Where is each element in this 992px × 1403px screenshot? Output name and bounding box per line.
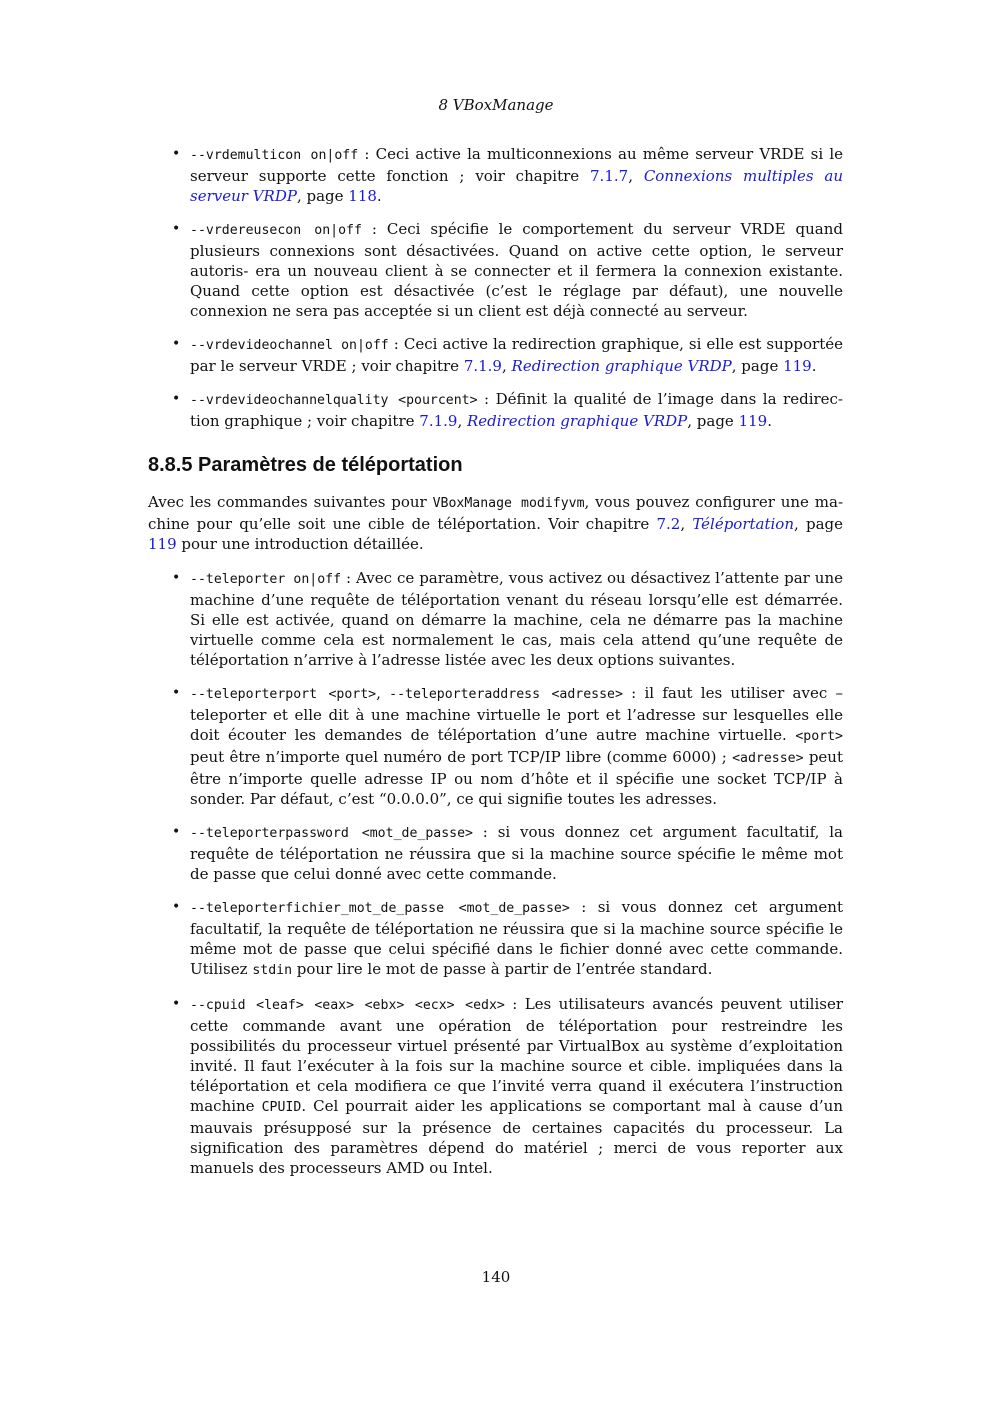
inline-code: stdin <box>252 963 293 978</box>
list-item <box>148 897 843 981</box>
cross-reference-link[interactable]: 119 <box>148 535 177 553</box>
text-run: , <box>628 167 644 185</box>
text-run: , <box>457 412 467 430</box>
cross-reference-link[interactable]: 119 <box>738 412 768 430</box>
bullet-icon: • <box>172 824 181 840</box>
bullet-icon: • <box>172 221 181 237</box>
text-run: , page <box>687 412 739 430</box>
inline-code: --vrdevideochannelquality <pourcent> <box>190 393 478 408</box>
text-run: : si vous donnez cet argument facultatif, la requête de téléportation ne réussira que si la machine source spécifie le même mot de passe que celui donné avec cette commande. <box>190 823 844 883</box>
teleport-options-list <box>148 568 843 1178</box>
running-head: 8 VBoxManage <box>438 96 554 114</box>
inline-code: VBoxManage modifyvm <box>432 496 585 511</box>
text-run: : Avec ce paramètre, vous activez ou désactivez l’attente par une machine d’une requête de téléportation venant du réseau lorsqu’elle est démarrée. Si elle est activée, quand on démarre la machine, cela ne démarre pas la machine virtuelle comme cela est normalement le cas, mais cela attend qu’une requête de téléportation n’arrive à l’adresse listée avec les deux options suivantes. <box>190 569 843 669</box>
bullet-icon: • <box>172 146 181 162</box>
text-run: peut être n’importe quelle adresse IP ou nom d’hôte et il spécifie une socket TCP/IP à sonder. Par défaut, c’est “0.0.0.0”, ce qui signifie toutes les adresses. <box>190 748 843 808</box>
text-run: pour lire le mot de passe à partir de l’entrée standard. <box>292 960 713 978</box>
text-run: , page <box>794 515 843 533</box>
text-run: , <box>376 684 390 702</box>
bullet-icon: • <box>172 391 181 407</box>
section-title-link[interactable]: Redirection graphique VRDP <box>467 412 688 430</box>
section-heading: 8.8.5 Paramètres de téléportation <box>148 454 463 476</box>
text-run: : Les utilisateurs avancés peuvent utiliser cette commande avant une opération de téléportation pour restreindre les possibilités du processeur virtuel présenté par VirtualBox au système d’exploitation invité. Il faut l’exécuter à la fois sur la machine source et cible. impliquées dans la téléportation et cela modifiera ce que l’invité verra quand il exécutera l’instruction machine <box>190 995 843 1115</box>
page-number: 140 <box>481 1268 511 1286</box>
text-run: peut être n’importe quel numéro de port TCP/IP libre (comme 6000) ; <box>190 748 733 766</box>
bullet-icon: • <box>172 570 181 586</box>
inline-code: --teleporterpassword <mot_de_passe> <box>190 826 473 841</box>
cross-reference-link[interactable]: 7.1.9 <box>463 357 502 375</box>
text-run: : Ceci active la multiconnexions au même serveur VRDE si le serveur supporte cette fonction ; voir chapitre <box>190 145 843 185</box>
inline-code: --cpuid <leaf> <eax> <ebx> <ecx> <edx> <box>190 998 505 1013</box>
list-item <box>148 822 843 884</box>
text-run: . Cel pourrait aider les applications se comportant mal à cause d’un mauvais présupposé sur la présence de certaines capacités du processeur. La signification des paramètres dépend do matériel ; merci de vous reporter aux manuels des processeurs AMD ou Intel. <box>190 1097 843 1177</box>
text-run: . <box>811 357 817 375</box>
cross-reference-link[interactable]: 7.2 <box>656 515 681 533</box>
list-item <box>148 144 843 206</box>
inline-code: --vrdevideochannel on|off <box>190 338 389 353</box>
text-run: . <box>376 187 382 205</box>
bullet-icon: • <box>172 996 181 1012</box>
inline-code: <adresse> <box>732 751 804 766</box>
inline-code: --teleporterfichier_mot_de_passe <mot_de_passe> <box>190 901 570 916</box>
bullet-icon: • <box>172 685 181 701</box>
list-item <box>148 389 843 431</box>
list-item <box>148 219 843 321</box>
inline-code: --teleporteraddress <adresse> <box>389 687 623 702</box>
cross-reference-link[interactable]: 7.1.9 <box>419 412 458 430</box>
text-run: : Ceci active la redirection graphique, si elle est supportée par le serveur VRDE ; voir chapitre <box>190 335 843 375</box>
section-title-link[interactable]: Connexions multiples au serveur VRDP <box>190 167 843 205</box>
inline-code: --vrdemulticon on|off <box>190 148 359 163</box>
list-item <box>148 568 843 670</box>
inline-code: --teleporterport <port> <box>190 687 377 702</box>
text-run: : il faut les utiliser avec –teleporter et elle dit à une machine virtuelle le port et l’adresse sur lesquelles elle doit écouter les demandes de téléportation d’une autre machine virtuelle. <box>190 684 843 744</box>
bullet-icon: • <box>172 899 181 915</box>
inline-code: --vrdereusecon on|off <box>190 223 362 238</box>
inline-code: --teleporter on|off <box>190 572 342 587</box>
text-run: , vous pouvez configurer une ma- chine pour qu’elle soit une cible de téléportation. Voir chapitre <box>148 493 844 533</box>
intro-paragraph <box>148 492 843 554</box>
text-run: Avec les commandes suivantes pour <box>148 493 433 511</box>
text-run: : Définit la qualité de l’image dans la redirec- tion graphique ; voir chapitre <box>190 390 844 430</box>
bullet-icon: • <box>172 336 181 352</box>
text-run: . <box>767 412 772 430</box>
list-item <box>148 683 843 809</box>
inline-code: <port> <box>795 729 843 744</box>
text-run: : Ceci spécifie le comportement du serveur VRDE quand plusieurs connexions sont désactivées. Quand on active cette option, le serveur autoris- era un nouveau client à se connecter et il fermera la connexion existante. Quand cette option est désactivée (c’est le réglage par défaut), une nouvelle connexion ne sera pas acceptée si un client est déjà connecté au serveur. <box>190 220 843 320</box>
list-item <box>148 994 843 1178</box>
page-content <box>148 144 843 1191</box>
vrde-options-list <box>148 144 843 431</box>
section-title-link[interactable]: Redirection graphique VRDP <box>511 357 732 375</box>
text-run: , page <box>296 187 349 205</box>
text-run: : si vous donnez cet argument facultatif, la requête de téléportation ne réussira que si la machine source spécifie le même mot de passe que celui spécifié dans le fichier donné avec cette commande. Utilisez <box>190 898 843 978</box>
text-run: , <box>680 515 693 533</box>
text-run: , page <box>731 357 784 375</box>
cross-reference-link[interactable]: 118 <box>348 187 377 205</box>
text-run: , <box>501 357 512 375</box>
cross-reference-link[interactable]: 119 <box>783 357 812 375</box>
list-item <box>148 334 843 376</box>
inline-code: CPUID <box>261 1100 302 1115</box>
text-run: pour une introduction détaillée. <box>176 535 424 553</box>
section-title-link[interactable]: Téléportation <box>692 515 794 533</box>
cross-reference-link[interactable]: 7.1.7 <box>590 167 629 185</box>
